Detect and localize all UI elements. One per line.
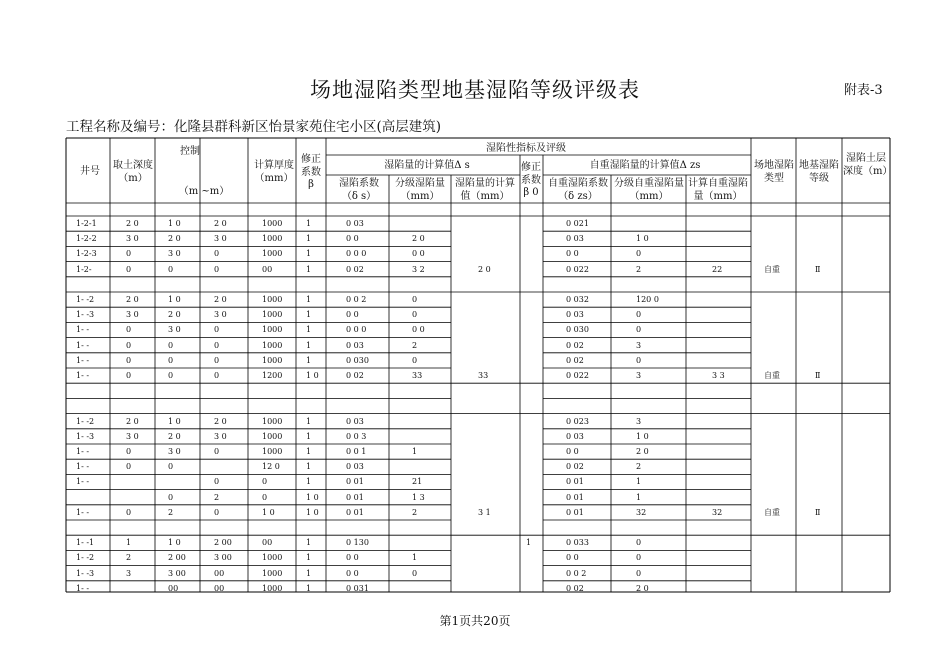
cell-beta: 1 bbox=[306, 310, 312, 320]
cell-graded-self: 0 bbox=[636, 355, 642, 365]
cell-soil-depth: 3 0 bbox=[126, 431, 139, 441]
cell-grade: Ⅱ bbox=[815, 371, 821, 380]
header-well-no: 井号 bbox=[80, 166, 100, 177]
cell-well-no: 1- - bbox=[76, 583, 90, 593]
cell-graded-self: 0 bbox=[636, 568, 642, 578]
header-beta bbox=[299, 154, 323, 192]
cell-site-type: 自重 bbox=[764, 507, 780, 517]
cell-self-weight-coef: 0 033 bbox=[566, 538, 589, 548]
cell-calc-thickness: 1000 bbox=[262, 583, 283, 593]
cell-self-weight-coef: 0 0 bbox=[566, 553, 579, 563]
cell-control-to: 2 0 bbox=[214, 416, 227, 426]
cell-calc-thickness: 1000 bbox=[262, 568, 283, 578]
cell-beta: 1 bbox=[306, 416, 312, 426]
cell-control-to: 3 0 bbox=[214, 310, 227, 320]
cell-soil-depth: 3 bbox=[126, 568, 132, 578]
cell-well-no: 1- -2 bbox=[76, 295, 95, 304]
cell-calc-thickness: 1 0 bbox=[262, 507, 275, 517]
cell-beta: 1 bbox=[306, 447, 312, 456]
cell-control-from: 0 bbox=[168, 340, 174, 350]
cell-well-no: 1- - bbox=[76, 477, 90, 487]
cell-well-no: 1- -3 bbox=[76, 310, 95, 320]
cell-control-to: 3 0 bbox=[214, 234, 227, 244]
cell-collapse-coef: 0 030 bbox=[346, 355, 369, 365]
header-collapse-coef-text: 湿陷系数（δ s） bbox=[339, 178, 379, 202]
cell-calc-thickness: 1000 bbox=[262, 355, 283, 365]
cell-control-to: 2 00 bbox=[214, 538, 232, 548]
cell-soil-depth: 0 bbox=[126, 447, 132, 456]
cell-control-from: 0 bbox=[168, 355, 174, 365]
cell-control-from: 1 0 bbox=[168, 219, 181, 228]
cell-control-to: 3 0 bbox=[214, 431, 227, 441]
cell-beta: 1 bbox=[306, 325, 312, 335]
header-calc-thickness bbox=[252, 160, 292, 185]
cell-graded-self: 120 0 bbox=[636, 295, 659, 304]
cell-well-no: 1- - bbox=[76, 325, 90, 335]
cell-beta: 1 bbox=[306, 219, 312, 228]
cell-control-from: 0 bbox=[168, 492, 174, 502]
header-grade-text: 地基湿陷等级 bbox=[799, 160, 839, 184]
cell-beta: 1 bbox=[306, 249, 312, 259]
cell-well-no: 1- - bbox=[76, 371, 90, 380]
cell-collapse-coef: 0 02 bbox=[346, 371, 364, 380]
header-beta0 bbox=[520, 162, 542, 200]
cell-graded-self: 1 bbox=[636, 492, 642, 502]
cell-calc-thickness: 1000 bbox=[262, 553, 283, 563]
cell-control-from: 3 0 bbox=[168, 249, 181, 259]
cell-control-to: 00 bbox=[214, 583, 225, 593]
cell-settlement-value: 33 bbox=[478, 371, 489, 380]
cell-self-weight-coef: 0 02 bbox=[566, 583, 584, 593]
cell-graded-settlement: 2 bbox=[412, 340, 418, 350]
cell-settlement-value: 3 1 bbox=[478, 507, 491, 517]
cell-collapse-coef: 0 130 bbox=[346, 538, 369, 548]
cell-collapse-coef: 0 03 bbox=[346, 416, 364, 426]
cell-calc-thickness: 1000 bbox=[262, 310, 283, 320]
cell-well-no: 1-2-1 bbox=[76, 219, 97, 228]
cell-control-from: 00 bbox=[168, 583, 179, 593]
cell-graded-settlement: 2 0 bbox=[412, 234, 425, 244]
cell-calc-thickness: 12 0 bbox=[262, 462, 280, 472]
cell-graded-settlement: 3 2 bbox=[412, 264, 425, 274]
header-settlement-value bbox=[452, 178, 518, 203]
cell-settlement-value: 2 0 bbox=[478, 264, 491, 274]
cell-collapse-coef: 0 0 0 bbox=[346, 325, 367, 335]
cell-grade: Ⅱ bbox=[815, 507, 821, 517]
cell-soil-depth: 2 0 bbox=[126, 416, 139, 426]
cell-control-to: 0 bbox=[214, 447, 220, 456]
cell-control-to: 2 0 bbox=[214, 295, 227, 304]
header-graded-settlement-text: 分级湿陷量（mm） bbox=[395, 178, 445, 202]
cell-graded-self: 32 bbox=[636, 507, 647, 517]
cell-graded-settlement: 0 0 bbox=[412, 325, 425, 335]
header-graded-settlement bbox=[391, 178, 449, 203]
cell-control-from: 3 00 bbox=[168, 568, 186, 578]
cell-control-to: 0 bbox=[214, 371, 220, 380]
cell-calc-thickness: 1000 bbox=[262, 234, 283, 244]
cell-self-weight-coef: 0 01 bbox=[566, 507, 584, 517]
header-graded-self-text: 分级自重湿陷量（mm） bbox=[614, 178, 684, 202]
appendix-label: 附表-3 bbox=[844, 83, 883, 98]
cell-graded-self: 3 bbox=[636, 340, 642, 350]
header-settlement-calc: 湿陷量的计算值Δ s bbox=[384, 160, 470, 171]
header-soil-depth2-text: 湿陷土层深度（m） bbox=[843, 153, 893, 177]
cell-well-no: 1- - bbox=[76, 340, 90, 350]
cell-calc-self: 3 3 bbox=[712, 371, 725, 380]
cell-graded-settlement: 0 bbox=[412, 310, 418, 320]
page-footer: 第1页共20页 bbox=[439, 614, 511, 628]
cell-well-no: 1-2-3 bbox=[76, 249, 97, 259]
cell-self-weight-coef: 0 03 bbox=[566, 310, 584, 320]
cell-well-no: 1- -2 bbox=[76, 553, 95, 563]
cell-beta: 1 bbox=[306, 568, 312, 578]
cell-well-no: 1- -1 bbox=[76, 538, 95, 548]
cell-graded-settlement: 0 0 bbox=[412, 249, 425, 259]
cell-collapse-coef: 0 0 2 bbox=[346, 295, 367, 304]
cell-beta: 1 bbox=[306, 583, 312, 593]
cell-self-weight-coef: 0 022 bbox=[566, 264, 589, 274]
header-self-weight-coef-text: 自重湿陷系数（δ zs） bbox=[548, 178, 608, 202]
cell-graded-settlement: 0 bbox=[412, 355, 418, 365]
cell-graded-self: 2 bbox=[636, 462, 642, 472]
cell-self-weight-coef: 0 03 bbox=[566, 431, 584, 441]
cell-control-from: 0 bbox=[168, 371, 174, 380]
cell-graded-self: 0 bbox=[636, 249, 642, 259]
header-calc-self bbox=[686, 178, 750, 203]
cell-self-weight-coef: 0 0 bbox=[566, 249, 579, 259]
cell-calc-self: 32 bbox=[712, 507, 723, 517]
cell-soil-depth: 0 bbox=[126, 249, 132, 259]
cell-soil-depth: 0 bbox=[126, 340, 132, 350]
cell-beta0: 1 bbox=[526, 538, 532, 548]
cell-well-no: 1-2- bbox=[76, 264, 92, 274]
cell-soil-depth: 2 0 bbox=[126, 219, 139, 228]
cell-self-weight-coef: 0 023 bbox=[566, 416, 589, 426]
cell-self-weight-coef: 0 0 bbox=[566, 447, 579, 456]
cell-beta: 1 bbox=[306, 477, 312, 487]
cell-graded-settlement: 2 bbox=[412, 507, 418, 517]
cell-collapse-coef: 0 03 bbox=[346, 340, 364, 350]
cell-calc-self: 22 bbox=[712, 264, 723, 274]
cell-site-type: 自重 bbox=[764, 371, 780, 380]
cell-graded-settlement: 21 bbox=[412, 477, 423, 487]
header-grade bbox=[797, 160, 841, 185]
cell-collapse-coef: 0 031 bbox=[346, 583, 369, 593]
cell-beta: 1 0 bbox=[306, 507, 319, 517]
cell-control-from: 0 bbox=[168, 462, 174, 472]
cell-beta: 1 bbox=[306, 264, 312, 274]
header-control: 控制 bbox=[180, 146, 200, 157]
cell-control-from: 3 0 bbox=[168, 325, 181, 335]
cell-soil-depth: 0 bbox=[126, 507, 132, 517]
header-beta-text: 修正系数β bbox=[301, 154, 321, 190]
cell-self-weight-coef: 0 03 bbox=[566, 234, 584, 244]
cell-self-weight-coef: 0 01 bbox=[566, 492, 584, 502]
cell-collapse-coef: 0 03 bbox=[346, 462, 364, 472]
header-settlement-value-text: 湿陷量的计算值（mm） bbox=[455, 178, 515, 202]
header-calc-thickness-text: 计算厚度（mm） bbox=[254, 160, 294, 184]
cell-self-weight-coef: 0 030 bbox=[566, 325, 589, 335]
cell-beta: 1 bbox=[306, 462, 312, 472]
cell-well-no: 1- - bbox=[76, 462, 90, 472]
cell-control-from: 2 bbox=[168, 507, 174, 517]
cell-control-to: 0 bbox=[214, 507, 220, 517]
cell-beta: 1 bbox=[306, 431, 312, 441]
cell-control-to: 0 bbox=[214, 264, 220, 274]
cell-calc-thickness: 00 bbox=[262, 538, 273, 548]
cell-beta: 1 0 bbox=[306, 371, 319, 380]
cell-graded-self: 0 bbox=[636, 553, 642, 563]
cell-graded-settlement: 0 bbox=[412, 568, 418, 578]
cell-soil-depth: 2 0 bbox=[126, 295, 139, 304]
cell-well-no: 1- -3 bbox=[76, 568, 95, 578]
cell-soil-depth: 1 bbox=[126, 538, 132, 548]
cell-control-from: 2 00 bbox=[168, 553, 186, 563]
cell-graded-self: 0 bbox=[636, 325, 642, 335]
cell-calc-thickness: 1000 bbox=[262, 325, 283, 335]
cell-grade: Ⅱ bbox=[815, 264, 821, 274]
cell-beta: 1 bbox=[306, 295, 312, 304]
cell-graded-self: 3 bbox=[636, 371, 642, 380]
cell-control-to: 00 bbox=[214, 568, 225, 578]
header-calc-self-text: 计算自重湿陷量（mm） bbox=[688, 178, 748, 202]
cell-graded-self: 3 bbox=[636, 416, 642, 426]
cell-control-to: 3 00 bbox=[214, 553, 232, 563]
header-site-type-text: 场地湿陷类型 bbox=[754, 160, 794, 184]
cell-control-from: 0 bbox=[168, 264, 174, 274]
page-title: 场地湿陷类型地基湿陷等级评级表 bbox=[310, 78, 640, 102]
cell-soil-depth: 0 bbox=[126, 325, 132, 335]
header-collapse-coef bbox=[331, 178, 387, 203]
header-self-weight-coef bbox=[545, 178, 611, 203]
header-group-title: 湿陷性指标及评级 bbox=[486, 143, 566, 154]
cell-calc-thickness: 1000 bbox=[262, 447, 283, 456]
cell-self-weight-coef: 0 01 bbox=[566, 477, 584, 487]
cell-self-weight-coef: 0 0 2 bbox=[566, 568, 587, 578]
cell-well-no: 1-2-2 bbox=[76, 234, 97, 244]
cell-graded-settlement: 33 bbox=[412, 371, 423, 380]
cell-graded-self: 1 0 bbox=[636, 234, 649, 244]
cell-soil-depth: 2 bbox=[126, 553, 132, 563]
cell-beta: 1 bbox=[306, 340, 312, 350]
header-beta0-text: 修正系数β 0 bbox=[521, 162, 541, 198]
cell-calc-thickness: 1200 bbox=[262, 371, 283, 380]
cell-soil-depth: 3 0 bbox=[126, 234, 139, 244]
cell-calc-thickness: 1000 bbox=[262, 249, 283, 259]
cell-graded-self: 2 bbox=[636, 264, 642, 274]
header-site-type bbox=[752, 160, 796, 185]
cell-calc-thickness: 1000 bbox=[262, 416, 283, 426]
cell-collapse-coef: 0 0 bbox=[346, 310, 359, 320]
header-soil-depth2 bbox=[843, 153, 893, 178]
cell-graded-self: 1 0 bbox=[636, 431, 649, 441]
cell-site-type: 自重 bbox=[764, 264, 780, 274]
cell-self-weight-coef: 0 02 bbox=[566, 355, 584, 365]
cell-control-from: 1 0 bbox=[168, 295, 181, 304]
cell-graded-self: 0 bbox=[636, 538, 642, 548]
cell-beta: 1 bbox=[306, 234, 312, 244]
cell-well-no: 1- - bbox=[76, 447, 90, 456]
cell-self-weight-coef: 0 022 bbox=[566, 371, 589, 380]
cell-beta: 1 0 bbox=[306, 492, 319, 502]
cell-collapse-coef: 0 01 bbox=[346, 477, 364, 487]
cell-graded-settlement: 0 bbox=[412, 295, 418, 304]
cell-graded-self: 2 0 bbox=[636, 583, 649, 593]
cell-graded-self: 1 bbox=[636, 477, 642, 487]
cell-beta: 1 bbox=[306, 538, 312, 548]
cell-graded-self: 0 bbox=[636, 310, 642, 320]
cell-collapse-coef: 0 0 3 bbox=[346, 431, 367, 441]
cell-calc-thickness: 1000 bbox=[262, 340, 283, 350]
header-soil-depth bbox=[111, 160, 155, 185]
cell-soil-depth: 0 bbox=[126, 371, 132, 380]
cell-well-no: 1- - bbox=[76, 507, 90, 517]
cell-graded-self: 2 0 bbox=[636, 447, 649, 456]
cell-self-weight-coef: 0 02 bbox=[566, 340, 584, 350]
cell-calc-thickness: 1000 bbox=[262, 219, 283, 228]
header-self-weight-calc: 自重湿陷量的计算值Δ zs bbox=[589, 160, 701, 171]
cell-control-from: 2 0 bbox=[168, 431, 181, 441]
cell-calc-thickness: 1000 bbox=[262, 431, 283, 441]
cell-collapse-coef: 0 03 bbox=[346, 219, 364, 228]
cell-control-to: 0 bbox=[214, 477, 220, 487]
cell-soil-depth: 0 bbox=[126, 264, 132, 274]
cell-collapse-coef: 0 0 0 bbox=[346, 249, 367, 259]
cell-self-weight-coef: 0 032 bbox=[566, 295, 589, 304]
header-soil-depth-text: 取土深度（m） bbox=[113, 160, 153, 184]
cell-soil-depth: 3 0 bbox=[126, 310, 139, 320]
cell-collapse-coef: 0 0 bbox=[346, 568, 359, 578]
cell-collapse-coef: 0 0 bbox=[346, 553, 359, 563]
cell-control-to: 0 bbox=[214, 325, 220, 335]
cell-calc-thickness: 1000 bbox=[262, 295, 283, 304]
cell-collapse-coef: 0 01 bbox=[346, 492, 364, 502]
cell-control-to: 0 bbox=[214, 249, 220, 259]
cell-control-from: 1 0 bbox=[168, 538, 181, 548]
cell-control-from: 3 0 bbox=[168, 447, 181, 456]
project-name: 工程名称及编号：化隆县群科新区怡景家苑住宅小区(高层建筑) bbox=[66, 119, 442, 135]
cell-calc-thickness: 00 bbox=[262, 264, 273, 274]
cell-graded-settlement: 1 bbox=[412, 553, 418, 563]
cell-well-no: 1- - bbox=[76, 355, 90, 365]
cell-control-to: 0 bbox=[214, 355, 220, 365]
cell-well-no: 1- -2 bbox=[76, 416, 95, 426]
cell-control-to: 2 bbox=[214, 492, 220, 502]
cell-collapse-coef: 0 01 bbox=[346, 507, 364, 517]
cell-soil-depth: 0 bbox=[126, 462, 132, 472]
cell-soil-depth: 0 bbox=[126, 355, 132, 365]
cell-self-weight-coef: 0 021 bbox=[566, 219, 589, 228]
cell-beta: 1 bbox=[306, 553, 312, 563]
header-control-unit: （m ~m） bbox=[178, 186, 230, 197]
cell-collapse-coef: 0 0 bbox=[346, 234, 359, 244]
cell-control-from: 2 0 bbox=[168, 234, 181, 244]
cell-control-to: 0 bbox=[214, 340, 220, 350]
cell-self-weight-coef: 0 02 bbox=[566, 462, 584, 472]
cell-well-no: 1- -3 bbox=[76, 431, 95, 441]
cell-calc-thickness: 0 bbox=[262, 477, 268, 487]
cell-collapse-coef: 0 0 1 bbox=[346, 447, 367, 456]
cell-collapse-coef: 0 02 bbox=[346, 264, 364, 274]
header-graded-self bbox=[614, 178, 684, 203]
cell-graded-settlement: 1 3 bbox=[412, 492, 425, 502]
cell-control-from: 2 0 bbox=[168, 310, 181, 320]
cell-control-to: 2 0 bbox=[214, 219, 227, 228]
cell-calc-thickness: 0 bbox=[262, 492, 268, 502]
cell-beta: 1 bbox=[306, 355, 312, 365]
cell-graded-settlement: 1 bbox=[412, 447, 418, 456]
cell-control-from: 1 0 bbox=[168, 416, 181, 426]
